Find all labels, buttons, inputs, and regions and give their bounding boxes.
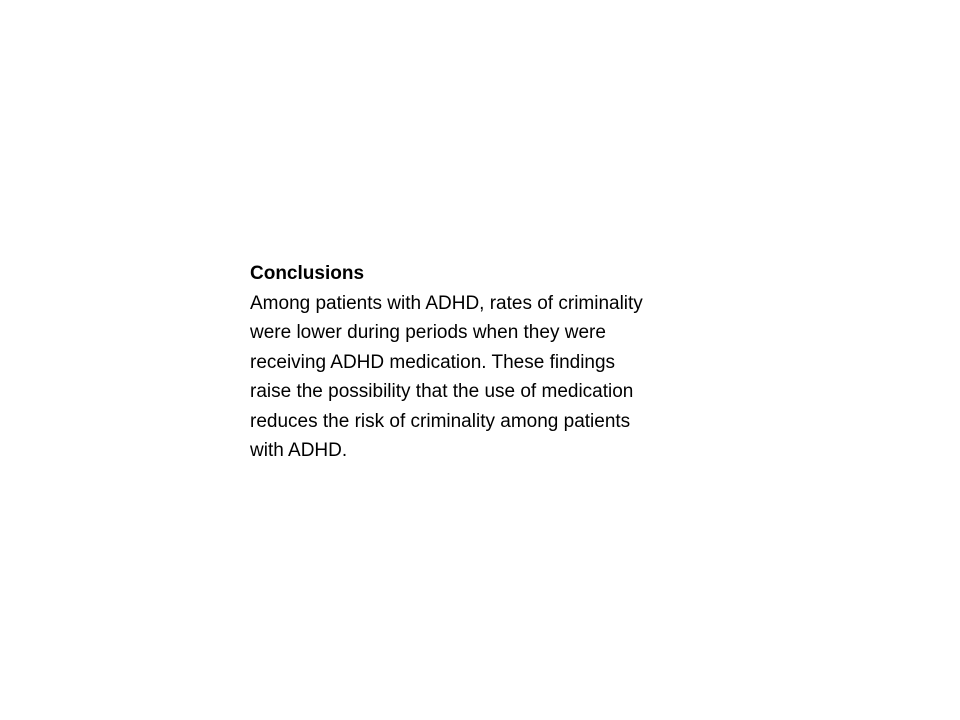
body-line: receiving ADHD medication. These findings [250, 351, 616, 373]
section-heading: Conclusions [250, 263, 365, 284]
body-line: raise the possibility that the use of medication [250, 381, 634, 403]
body-line: Among patients with ADHD, rates of criminality [250, 293, 643, 314]
body-line: were lower during periods when they were [250, 322, 606, 344]
text-block [250, 259, 720, 465]
body-line: with ADHD. [250, 440, 348, 462]
body-line: reduces the risk of criminality among patients [250, 410, 631, 432]
